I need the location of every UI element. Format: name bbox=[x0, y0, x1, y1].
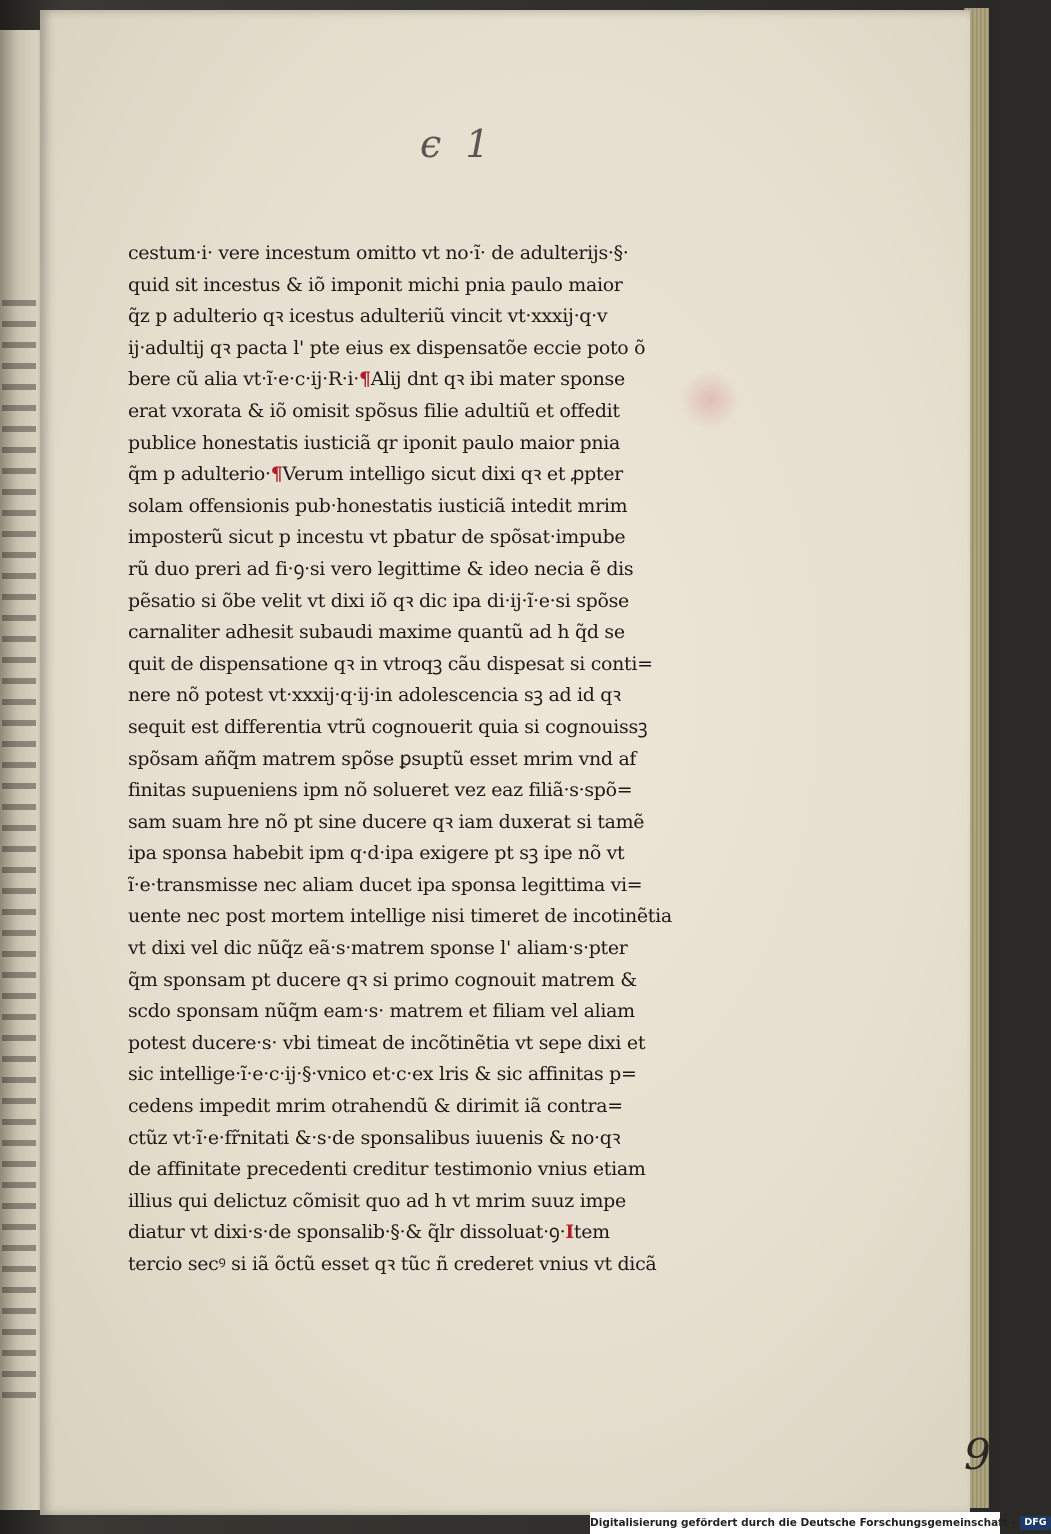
line-text: q̃z p adulterio qꝛ icestus adulteriũ vincit vt·xxxij·q·v bbox=[128, 305, 608, 328]
text-line bbox=[128, 1217, 728, 1249]
text-line bbox=[128, 1249, 728, 1281]
line-text: rũ duo preri ad fi·ꝯ·si vero legittime & ideo necia ẽ dis bbox=[128, 557, 634, 580]
text-line bbox=[128, 996, 728, 1028]
line-text-continued: Verum intelligo sicut dixi qꝛ et ꝓpter bbox=[282, 463, 623, 486]
line-text: diatur vt dixi·s·de sponsalib·§·& q̃lr dissoluat·ꝯ· bbox=[128, 1221, 566, 1244]
line-text: ipa sponsa habebit ipm q·d·ipa exigere pt sꝫ ipe nõ vt bbox=[128, 842, 625, 865]
manuscript-page bbox=[40, 10, 991, 1515]
text-line bbox=[128, 586, 728, 618]
line-text: nere nõ potest vt·xxxij·q·ij·in adolescencia sꝫ ad id qꝛ bbox=[128, 684, 621, 707]
text-line bbox=[128, 364, 728, 396]
rubric-mark: ¶ bbox=[270, 463, 283, 486]
line-text: vt dixi vel dic nũq̃z eã·s·matrem sponse l' aliam·s·pter bbox=[128, 937, 628, 960]
line-text-continued: Alij dnt qꝛ ibi mater sponse bbox=[370, 368, 625, 391]
text-line bbox=[128, 775, 728, 807]
line-text: de affinitate precedenti creditur testimonio vnius etiam bbox=[128, 1158, 646, 1181]
line-text-continued: tem bbox=[573, 1221, 610, 1244]
line-text: carnaliter adhesit subaudi maxime quantũ ad h q̃d se bbox=[128, 621, 625, 644]
text-line bbox=[128, 649, 728, 681]
line-text: finitas supueniens ipm nõ solueret vez eaz filiã·s·spõ= bbox=[128, 779, 633, 802]
text-line bbox=[128, 238, 728, 270]
line-text: erat vxorata & iõ omisit spõsus filie adultiũ et offedit bbox=[128, 399, 620, 422]
line-text: imposterũ sicut p incestu vt pbatur de spõsat·impube bbox=[128, 526, 626, 549]
credit-text: Digitalisierung gefördert durch die Deutsche Forschungsgemeinschaft · bbox=[590, 1517, 1016, 1529]
text-line bbox=[128, 933, 728, 965]
text-column bbox=[128, 238, 728, 1281]
text-line bbox=[128, 1091, 728, 1123]
line-text: ij·adultij qꝛ pacta l' pte eius ex dispensatõe eccie poto õ bbox=[128, 336, 646, 359]
line-text: illius qui delictuz cõmisit quo ad h vt mrim suuz impe bbox=[128, 1189, 626, 1212]
text-line bbox=[128, 522, 728, 554]
text-line bbox=[128, 870, 728, 902]
line-text: sequit est differentia vtrũ cognouerit quia si cognouissꝫ bbox=[128, 715, 648, 738]
line-text: scdo sponsam nũq̃m eam·s· matrem et filiam vel aliam bbox=[128, 1000, 635, 1023]
line-text: cestum·i· vere incestum omitto vt no·ĩ· de adulterijs·§· bbox=[128, 242, 629, 264]
page-number: 9 bbox=[964, 1430, 991, 1479]
text-line bbox=[128, 1123, 728, 1155]
text-line bbox=[128, 807, 728, 839]
line-text: tercio secꝰ si iã õctũ esset qꝛ tũc ñ crederet vnius vt dicã bbox=[128, 1253, 657, 1275]
text-line bbox=[128, 428, 728, 460]
text-line bbox=[128, 744, 728, 776]
text-line bbox=[128, 617, 728, 649]
line-text: sam suam hre nõ pt sine ducere qꝛ iam duxerat si tamẽ bbox=[128, 810, 645, 833]
line-text: q̃m p adulterio· bbox=[128, 463, 271, 486]
text-line bbox=[128, 965, 728, 997]
line-text: ĩ·e·transmisse nec aliam ducet ipa sponsa legittima vi= bbox=[128, 873, 643, 896]
text-line bbox=[128, 333, 728, 365]
folio-mark: ϵ 1 bbox=[420, 122, 496, 166]
rubric-mark: ¶ bbox=[359, 368, 371, 391]
text-line bbox=[128, 1186, 728, 1218]
text-line bbox=[128, 491, 728, 523]
text-line bbox=[128, 1059, 728, 1091]
line-text: solam offensionis pub·honestatis iusticiã intedit mrim bbox=[128, 494, 628, 517]
line-text: quid sit incestus & iõ imponit michi pnia paulo maior bbox=[128, 273, 623, 296]
line-text: potest ducere·s· vbi timeat de incõtinẽtia vt sepe dixi et bbox=[128, 1031, 646, 1054]
dfg-logo: DFG bbox=[1020, 1516, 1050, 1530]
text-line bbox=[128, 1028, 728, 1060]
line-text: ctũz vt·ĩ·e·fr̃nitati &·s·de sponsalibus iuuenis & no·qꝛ bbox=[128, 1126, 621, 1149]
line-text: publice honestatis iusticiã qr iponit paulo maior pnia bbox=[128, 431, 621, 454]
text-line bbox=[128, 459, 728, 491]
line-text: sic intellige·ĩ·e·c·ij·§·vnico et·c·ex lris & sic affinitas p= bbox=[128, 1063, 637, 1086]
text-line bbox=[128, 901, 728, 933]
text-line bbox=[128, 270, 728, 302]
facing-page-text bbox=[2, 300, 36, 1400]
line-text: pẽsatio si õbe velit vt dixi iõ qꝛ dic ipa di·ij·ĩ·e·si spõse bbox=[128, 589, 629, 612]
text-line bbox=[128, 680, 728, 712]
line-text: spõsam añq̃m matrem spõse ꝑsuptũ esset mrim vnd af bbox=[128, 747, 637, 770]
line-text: q̃m sponsam pt ducere qꝛ si primo cognouit matrem & bbox=[128, 968, 637, 991]
text-line bbox=[128, 396, 728, 428]
line-text: uente nec post mortem intellige nisi timeret de incotinẽtia bbox=[128, 905, 672, 928]
text-line bbox=[128, 1154, 728, 1186]
line-text: bere cũ alia vt·ĩ·e·c·ij·R·i· bbox=[128, 368, 360, 391]
text-line bbox=[128, 838, 728, 870]
text-line bbox=[128, 301, 728, 333]
text-line bbox=[128, 554, 728, 586]
line-text: quit de dispensatione qꝛ in vtroqꝫ cãu dispesat si conti= bbox=[128, 652, 653, 675]
rubric-mark: I bbox=[565, 1221, 574, 1244]
text-line bbox=[128, 712, 728, 744]
digitization-credit bbox=[590, 1512, 1047, 1534]
line-text: cedens impedit mrim otrahendũ & dirimit iã contra= bbox=[128, 1095, 623, 1118]
